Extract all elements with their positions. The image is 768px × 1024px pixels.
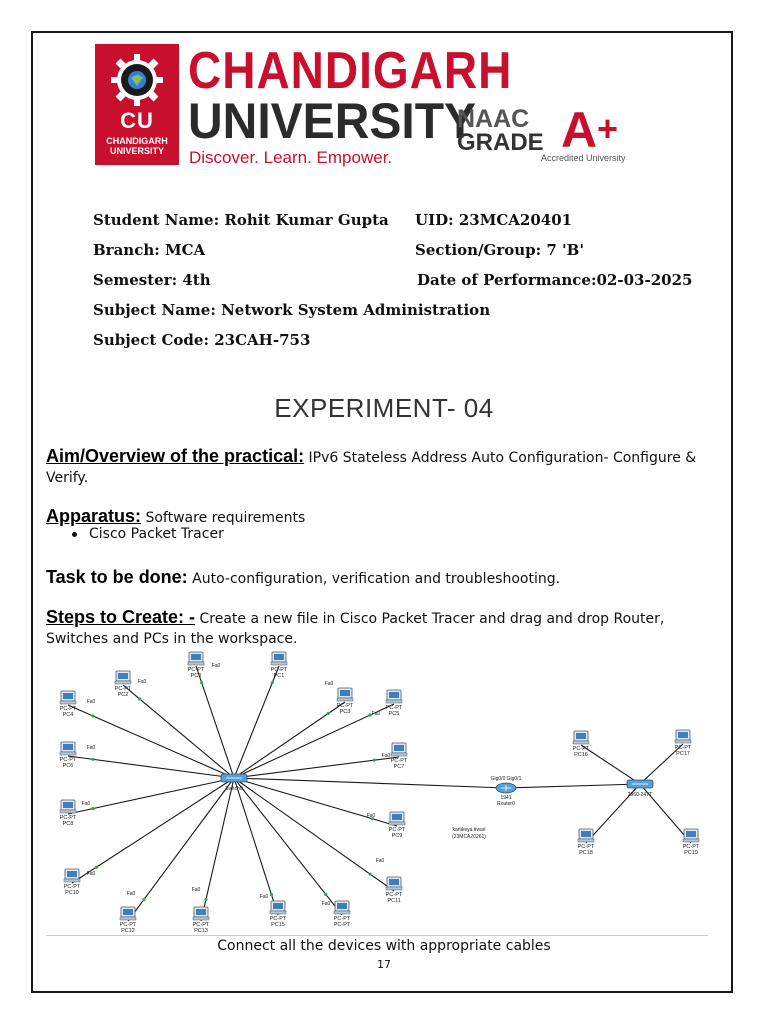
port-label: Fa0	[324, 681, 334, 687]
pc-type-label: PC-PT	[333, 916, 351, 922]
aim-text: IPv6 Stateless Address Auto Configuration- Configure & Verify.	[46, 450, 697, 486]
pc-type-label: PC-PT	[114, 686, 132, 692]
pc-type-label: PC-PT	[385, 705, 403, 711]
port-label: Fa0	[366, 813, 376, 819]
pc-base-icon	[188, 662, 204, 665]
port-label: Fa0	[81, 801, 91, 807]
pc-screen-icon	[67, 871, 77, 877]
steps-section	[46, 607, 726, 649]
port-status-dot	[327, 712, 330, 715]
pc-base-icon	[675, 740, 691, 743]
pc-base-icon	[270, 911, 286, 914]
pc-name-label: PC12	[121, 928, 135, 933]
student-branch: Branch: MCA	[93, 241, 206, 259]
link-line	[581, 745, 640, 784]
port-label: Fa0	[321, 901, 331, 907]
student-name: Student Name: Rohit Kumar Gupta	[93, 211, 389, 229]
aim-section	[46, 446, 726, 488]
pc-screen-icon	[273, 903, 283, 909]
pc-screen-icon	[678, 732, 688, 738]
port-status-dot	[95, 866, 98, 869]
pc-screen-icon	[63, 802, 73, 808]
naac-text: NAAC	[457, 105, 530, 133]
experiment-title: EXPERIMENT- 04	[274, 393, 494, 423]
pc-screen-icon	[394, 745, 404, 751]
pc-type-label: PC-PT	[270, 667, 288, 673]
pc-type-label: PC-PT	[336, 703, 354, 709]
pc-name-label: PC16	[574, 752, 588, 758]
router-model-label: 1941	[500, 795, 512, 801]
port-status-dot	[91, 758, 94, 761]
pc-type-label: PC-PT	[59, 706, 77, 712]
port-label: Fa0	[86, 699, 96, 705]
port-status-dot	[91, 807, 94, 810]
port-status-dot	[368, 872, 371, 875]
student-uid: UID: 23MCA20401	[415, 211, 573, 229]
port-label: Fa0	[86, 745, 96, 751]
port-label: Fa0	[137, 679, 147, 685]
diagram-note-line1: kartikeya tiwari	[452, 827, 486, 833]
diagram-divider	[46, 935, 708, 936]
university-title-line1: CHANDIGARH	[188, 41, 513, 100]
apparatus-item	[72, 526, 224, 542]
pc-type-label: PC-PT	[63, 884, 81, 890]
steps-text: Create a new file in Cisco Packet Tracer and drag and drop Router, Switches and PCs in the workspace.	[46, 611, 665, 647]
pc-type-label: PC-PT	[59, 757, 77, 763]
pc-type-label: PC-PT	[572, 746, 590, 752]
aim-heading: Aim/Overview of the practical:	[46, 446, 305, 466]
port-label: Fa0	[86, 871, 96, 877]
apparatus-text: Software requirements	[141, 510, 306, 526]
apparatus-item-label: Cisco Packet Tracer	[89, 526, 224, 542]
pc-name-label: PC-PT	[333, 922, 351, 928]
pc-base-icon	[193, 917, 209, 920]
uplink-line	[234, 778, 506, 788]
port-status-dot	[138, 697, 141, 700]
port-label: Fa0	[259, 894, 269, 900]
pc-name-label: PC8	[62, 821, 74, 827]
steps-separator: : -	[178, 607, 196, 627]
switch-right-icon-label: 2960-24TT	[627, 792, 653, 798]
naac-grade-logo	[457, 103, 647, 165]
grade-plus: +	[597, 108, 619, 149]
bullet-icon	[72, 532, 77, 537]
diagram-caption: Connect all the devices with appropriate cables	[217, 938, 551, 954]
task-heading: Task to be done:	[46, 567, 188, 587]
pc-screen-icon	[389, 879, 399, 885]
pc-name-label: PC9	[391, 833, 403, 839]
port-status-dot	[142, 898, 145, 901]
pc-base-icon	[60, 810, 76, 813]
pc-base-icon	[386, 887, 402, 890]
pc-screen-icon	[340, 690, 350, 696]
port-status-dot	[204, 898, 207, 901]
pc-name-label: PC7	[393, 764, 405, 770]
port-label: Fa0	[211, 663, 221, 669]
pc-name-label: PC18	[579, 850, 593, 856]
pc-base-icon	[573, 741, 589, 744]
university-logo	[95, 44, 179, 165]
pc-base-icon	[120, 917, 136, 920]
steps-heading: Steps to Create	[46, 607, 179, 627]
pc-screen-icon	[576, 733, 586, 739]
badge-name	[95, 136, 179, 156]
pc-name-label: PC13	[194, 928, 208, 933]
pc-name-label: PC1	[273, 673, 285, 679]
pc-name-label: PC3	[339, 709, 351, 715]
apparatus-heading: Apparatus:	[46, 506, 142, 526]
port-status-dot	[91, 714, 94, 717]
pc-base-icon	[60, 752, 76, 755]
pc-screen-icon	[686, 831, 696, 837]
pc-screen-icon	[196, 909, 206, 915]
pc-type-label: PC-PT	[682, 844, 700, 850]
university-title-line2: UNIVERSITY	[188, 94, 477, 150]
subject-code: Subject Code: 23CAH-753	[93, 331, 311, 349]
university-tagline: Discover. Learn. Empower.	[189, 148, 393, 167]
student-section: Section/Group: 7 'B'	[415, 241, 584, 259]
pc-base-icon	[391, 753, 407, 756]
pc-base-icon	[64, 879, 80, 882]
uplink-line	[506, 784, 640, 788]
port-status-dot	[200, 681, 203, 684]
port-status-dot	[270, 893, 273, 896]
page-number: 17	[377, 958, 391, 971]
pc-name-label: PC19	[684, 850, 698, 856]
pc-type-label: PC-PT	[390, 758, 408, 764]
pc-type-label: PC-PT	[187, 667, 205, 673]
router-port-left-label: Gig0/0	[490, 776, 506, 782]
pc-base-icon	[683, 839, 699, 842]
router-name-label: Router0	[497, 801, 515, 807]
student-semester: Semester: 4th	[93, 271, 211, 289]
pc-screen-icon	[123, 909, 133, 915]
port-label: Fa0	[191, 887, 201, 893]
pc-screen-icon	[63, 744, 73, 750]
port-status-dot	[324, 893, 327, 896]
pc-name-label: PC11	[387, 898, 401, 904]
pc-screen-icon	[389, 692, 399, 698]
pc-name-label: PC0	[190, 673, 202, 679]
pc-screen-icon	[191, 654, 201, 660]
pc-name-label: PC10	[65, 890, 79, 896]
grade-letter: A	[561, 102, 598, 158]
pc-base-icon	[337, 698, 353, 701]
task-text: Auto-configuration, verification and troubleshooting.	[187, 571, 561, 587]
pc-type-label: PC-PT	[119, 922, 137, 928]
badge-name-line2: UNIVERSITY	[109, 146, 164, 156]
task-section	[46, 567, 726, 589]
pc-name-label: PC5	[388, 711, 400, 717]
subject-name: Subject Name: Network System Administration	[93, 301, 491, 319]
port-status-dot	[271, 681, 274, 684]
pc-name-label: PC15	[271, 922, 285, 928]
pc-base-icon	[578, 839, 594, 842]
grade-text: GRADE	[457, 129, 544, 156]
pc-base-icon	[271, 662, 287, 665]
port-label: Fa0	[381, 753, 391, 759]
pc-screen-icon	[118, 673, 128, 679]
apparatus-section	[46, 506, 726, 528]
pc-screen-icon	[581, 831, 591, 837]
pc-type-label: PC-PT	[269, 916, 287, 922]
pc-base-icon	[389, 822, 405, 825]
port-label: Fa0	[126, 891, 136, 897]
switch-left-icon-label: Switch0	[225, 786, 243, 792]
accredited-text: Accredited University	[541, 153, 626, 163]
pc-base-icon	[386, 700, 402, 703]
pc-base-icon	[115, 681, 131, 684]
date-of-performance: Date of Performance:02-03-2025	[417, 271, 693, 289]
pc-name-label: PC6	[62, 763, 74, 769]
network-topology-diagram	[46, 645, 708, 933]
port-label: Fa0	[375, 858, 385, 864]
port-label: Fa0	[371, 711, 381, 717]
pc-base-icon	[334, 911, 350, 914]
pc-screen-icon	[274, 654, 284, 660]
badge-name-line1: CHANDIGARH	[106, 136, 168, 146]
pc-name-label: PC17	[676, 751, 690, 757]
pc-name-label: PC4	[62, 712, 74, 718]
pc-screen-icon	[63, 693, 73, 699]
pc-screen-icon	[337, 903, 347, 909]
router-port-right-label: Gig0/1	[506, 776, 522, 782]
port-status-dot	[373, 759, 376, 762]
pc-name-label: PC2	[117, 692, 129, 698]
pc-type-label: PC-PT	[388, 827, 406, 833]
pc-type-label: PC-PT	[577, 844, 595, 850]
pc-screen-icon	[392, 814, 402, 820]
gear-emblem-icon	[109, 52, 165, 108]
pc-type-label: PC-PT	[192, 922, 210, 928]
pc-type-label: PC-PT	[59, 815, 77, 821]
badge-letters: CU	[120, 108, 154, 133]
diagram-note-line2: (23MCA20261)	[452, 834, 486, 840]
pc-base-icon	[60, 701, 76, 704]
pc-type-label: PC-PT	[385, 892, 403, 898]
pc-type-label: PC-PT	[674, 745, 692, 751]
